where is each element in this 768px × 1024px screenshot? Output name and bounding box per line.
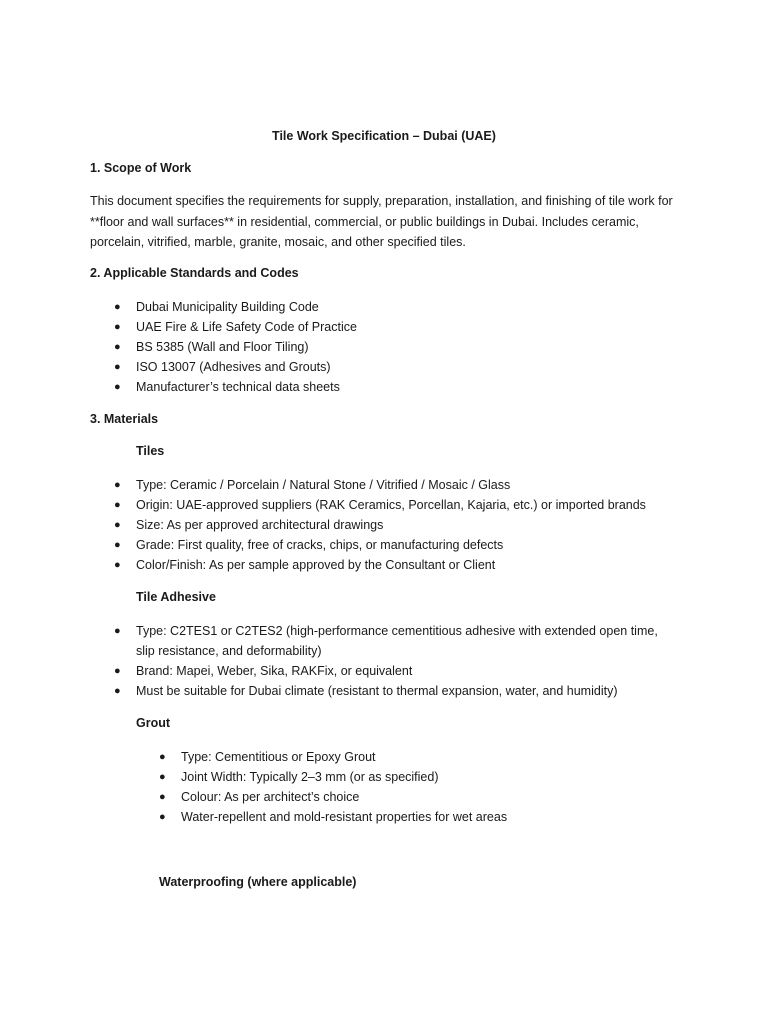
bullet-icon: ●	[159, 791, 166, 803]
list-item: ● Origin: UAE-approved suppliers (RAK Ceramics, Porcellan, Kajaria, etc.) or imported brands	[136, 495, 696, 515]
tiles-subheading: Tiles	[136, 444, 165, 458]
bullet-icon: ●	[114, 361, 121, 373]
bullet-icon: ●	[159, 811, 166, 823]
waterproofing-subheading: Waterproofing (where applicable)	[159, 875, 357, 889]
bullet-icon: ●	[114, 321, 121, 333]
list-item: ● Color/Finish: As per sample approved by the Consultant or Client	[136, 555, 696, 575]
bullet-icon: ●	[114, 665, 121, 677]
list-item: ● Colour: As per architect’s choice	[181, 787, 701, 807]
grout-list	[159, 747, 701, 827]
list-item: ● BS 5385 (Wall and Floor Tiling)	[136, 337, 696, 357]
standards-list	[114, 297, 696, 397]
adhesive-subheading: Tile Adhesive	[136, 590, 216, 604]
bullet-icon: ●	[114, 341, 121, 353]
materials-heading: 3. Materials	[90, 412, 159, 426]
list-item: ● Type: Cementitious or Epoxy Grout	[181, 747, 701, 767]
bullet-icon: ●	[114, 519, 121, 531]
list-item: ● Size: As per approved architectural drawings	[136, 515, 696, 535]
bullet-icon: ●	[114, 625, 121, 637]
bullet-icon: ●	[114, 381, 121, 393]
scope-heading: 1. Scope of Work	[90, 161, 192, 175]
standards-heading: 2. Applicable Standards and Codes	[90, 266, 299, 280]
list-item: ● Water-repellent and mold-resistant properties for wet areas	[181, 807, 701, 827]
scope-paragraph: This document specifies the requirements for supply, preparation, installation, and finishing of tile work for **floor and wall surfaces** in residential, commercial, or public buildings in Dubai. Includes ceramic, porcelain, vitrified, marble, granite, mosaic, and other specified tiles.	[90, 194, 673, 249]
tiles-list	[114, 475, 696, 575]
bullet-icon: ●	[114, 301, 121, 313]
document-title: Tile Work Specification – Dubai (UAE)	[272, 129, 496, 143]
list-item: ● Joint Width: Typically 2–3 mm (or as specified)	[181, 767, 701, 787]
bullet-icon: ●	[114, 539, 121, 551]
list-item: ● Must be suitable for Dubai climate (resistant to thermal expansion, water, and humidity)	[136, 681, 676, 701]
list-item: ● Type: Ceramic / Porcelain / Natural Stone / Vitrified / Mosaic / Glass	[136, 475, 696, 495]
bullet-icon: ●	[114, 685, 121, 697]
bullet-icon: ●	[114, 499, 121, 511]
list-item: ● Dubai Municipality Building Code	[136, 297, 696, 317]
list-item: ● Manufacturer’s technical data sheets	[136, 377, 696, 397]
list-item: ● UAE Fire & Life Safety Code of Practice	[136, 317, 696, 337]
list-item: ● Brand: Mapei, Weber, Sika, RAKFix, or equivalent	[136, 661, 676, 681]
list-item: ● Grade: First quality, free of cracks, chips, or manufacturing defects	[136, 535, 696, 555]
list-item: ● Type: C2TES1 or C2TES2 (high-performance cementitious adhesive with extended open time, slip resistance, and deformability)	[136, 621, 676, 661]
adhesive-list	[114, 621, 676, 701]
bullet-icon: ●	[114, 479, 121, 491]
grout-subheading: Grout	[136, 716, 171, 730]
bullet-icon: ●	[159, 771, 166, 783]
list-item: ● ISO 13007 (Adhesives and Grouts)	[136, 357, 696, 377]
bullet-icon: ●	[159, 751, 166, 763]
bullet-icon: ●	[114, 559, 121, 571]
